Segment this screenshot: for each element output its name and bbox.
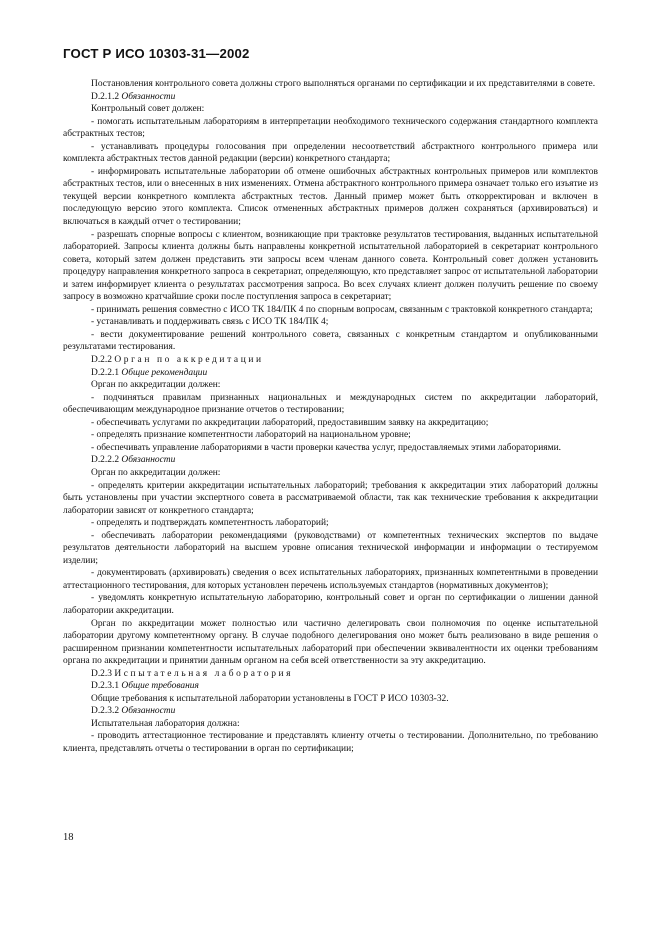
list-item: - обеспечивать лаборатории рекомендациями (руководствами) от компетентных технических экспертов по выдаче результатов деятельности лабораторий на высшем уровне описания технической информации и информации о тестируемом изделии; xyxy=(63,530,598,566)
section-title: Испытательная лаборатория xyxy=(114,668,294,679)
list-item: - вести документирование решений контрольного совета, связанных с конкретным стандартом и опубликованными результатами тестирования. xyxy=(63,329,598,353)
list-item: - помогать испытательным лабораториям в интерпретации необходимого технического содержания стандартного комплекта абстрактных тестов; xyxy=(63,116,598,140)
section-heading xyxy=(63,454,598,467)
section-title: Обязанности xyxy=(121,455,176,466)
section-title: Обязанности xyxy=(121,706,176,717)
list-item: - подчиняться правилам признанных национальных и международных систем по аккредитации лабораторий, обеспечивающим международное признание отчетов о тестировании; xyxy=(63,392,598,416)
document-body xyxy=(63,78,598,756)
section-title: Общие требования xyxy=(121,681,199,692)
paragraph: Орган по аккредитации должен: xyxy=(91,380,221,391)
section-heading xyxy=(63,91,598,104)
page-number: 18 xyxy=(63,832,74,843)
section-heading xyxy=(63,668,598,681)
section-heading xyxy=(63,705,598,718)
list-item: - определять и подтверждать компетентность лабораторий; xyxy=(91,518,329,529)
section-title: Общие рекомендации xyxy=(121,367,208,378)
section-number: D.2.3.1 xyxy=(91,681,120,692)
section-heading xyxy=(63,680,598,693)
list-item: - документировать (архивировать) сведения о всех испытательных лабораториях, признанных компетентными в проведении аттестационного тестирования, для которых установлен перечень используемых стандартов (нормативных документов); xyxy=(63,568,598,591)
paragraph: Общие требования к испытательной лаборатории установлены в ГОСТ Р ИСО 10303-32. xyxy=(91,693,449,704)
paragraph: Орган по аккредитации может полностью или частично делегировать свои полномочия по оценке испытательной лаборатории другому компетентному органу. В случае подобного делегирования оно может быть реализовано в виде решения о расширенном признании компетентности испытательных лабораторий при обеспечении эквивалентности их оценки требованиям органа по аккредитации и принятии данным органом на себя всей ответственности за эту аккредитацию. xyxy=(63,618,598,667)
list-item: - уведомлять конкретную испытательную лабораторию, контрольный совет и орган по сертификации о лишении данной лаборатории аккредитации. xyxy=(63,593,598,616)
list-item: - обеспечивать управление лабораториями в части проверки качества услуг, предоставляемых этими лабораториями. xyxy=(91,442,562,453)
list-item: - определять критерии аккредитации испытательных лабораторий; требования к аккредитации этих лабораторий должны быть установлены при участии экспертного совета в рассматриваемой области, так как технические требования к аккредитации лаборатории зависят от конкретного стандарта; xyxy=(63,480,598,516)
paragraph: Испытательная лаборатория должна: xyxy=(91,718,240,729)
section-title: Орган по аккредитации xyxy=(114,355,264,366)
section-heading xyxy=(63,367,598,380)
section-number: D.2.3.2 xyxy=(91,706,120,717)
list-item: - принимать решения совместно с ИСО ТК 184/ПК 4 по спорным вопросам, связанным с трактовкой конкретного стандарта; xyxy=(91,304,593,315)
list-item: - информировать испытательные лаборатории об отмене ошибочных абстрактных контрольных примеров или комплектов абстрактных тестов, или о внесенных в них изменениях. Отмена абстрактного контрольного примера означает только его изъятие из текущей версии конкретного комплекта абстрактных тестов. Данный пример может быть откорректирован и включен в последующую версию этого комплекта. Список отмененных абстрактных примеров должен сохраняться (архивироваться) и включаться в каждый отчет о тестировании; xyxy=(63,166,598,228)
section-heading xyxy=(63,354,598,367)
section-title: Обязанности xyxy=(121,91,176,102)
list-item: - устанавливать и поддерживать связь с ИСО ТК 184/ПК 4; xyxy=(91,317,329,328)
section-number: D.2.1.2 xyxy=(91,91,120,102)
list-item: - обеспечивать услугами по аккредитации лабораторий, предоставившим заявку на аккредитацию; xyxy=(91,417,489,428)
paragraph: Контрольный совет должен: xyxy=(91,104,205,115)
list-item: - проводить аттестационное тестирование и представлять клиенту отчеты о тестировании. Дополнительно, по требованию клиента, представлять отчеты о тестировании в орган по сертификации; xyxy=(63,731,598,754)
section-number: D.2.2.2 xyxy=(91,455,120,466)
document-header-title: ГОСТ Р ИСО 10303-31—2002 xyxy=(63,46,250,61)
section-number: D.2.2 xyxy=(91,355,112,366)
list-item: - разрешать спорные вопросы с клиентом, возникающие при трактовке результатов тестирования, выданных испытательной лабораторией. Запросы клиента должны быть направлены конкретной испытательной лабораторией в секретариат контрольного совета, который затем должен представить эти запросы всем членам данного совета. Контрольный совет должен установить процедуру направления конкретного запроса в секретариат, определяющую, кто представляет запрос от испытательной лаборатории и затем информирует клиента о результатах рассмотрения запроса. Во всех случаях клиент должен получить решение по своему запросу в возможно кратчайшие сроки после поступления запроса в секретариат; xyxy=(63,229,598,303)
list-item: - определять признание компетентности лабораторий на национальном уровне; xyxy=(91,430,411,441)
list-item: - устанавливать процедуры голосования при определении несоответствий абстрактного контрольного примера или комплекта абстрактных тестов данной редакции (версии) конкретного стандарта; xyxy=(63,141,598,165)
section-number: D.2.3 xyxy=(91,668,112,679)
section-number: D.2.2.1 xyxy=(91,367,120,378)
paragraph: Постановления контрольного совета должны строго выполняться органами по сертификации и их представителями в совете. xyxy=(91,79,596,89)
paragraph: Орган по аккредитации должен: xyxy=(91,467,221,478)
